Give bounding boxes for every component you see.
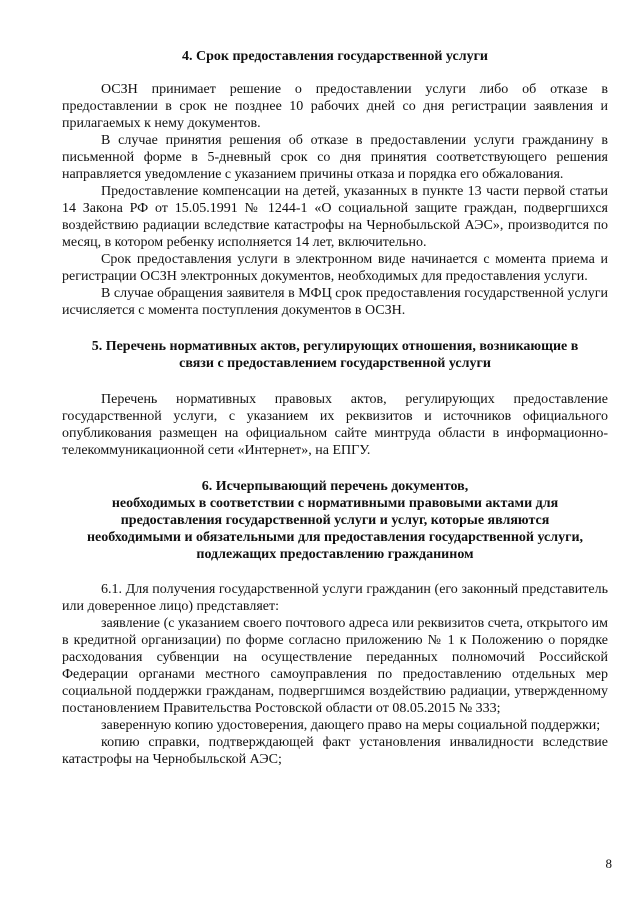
page-number: 8 (605, 856, 612, 871)
section-4-paragraph: В случае обращения заявителя в МФЦ срок предоставления государственной услуги исчисляется с момента поступления документов в ОСЗН. (62, 286, 608, 318)
section-6-heading-line: необходимых в соответствии с нормативными правовыми актами для (111, 496, 559, 511)
section-6-heading-line: предоставления государственной услуги и услуг, которые являются (120, 513, 550, 528)
section-4-heading: 4. Срок предоставления государственной услуги (182, 49, 488, 64)
section-5-heading (62, 338, 608, 372)
section-6-heading-line: 6. Исчерпывающий перечень документов, (201, 479, 469, 494)
section-5-paragraph: Перечень нормативных правовых актов, регулирующих предоставление государственной услуги, с указанием их реквизитов и источников официального опубликования размещен на официальном сайте минтруда области в информационно-телекоммуникационной сети «Интернет», на ЕПГУ. (62, 392, 608, 458)
section-6-heading (62, 478, 608, 563)
document-body (62, 48, 608, 768)
section-6-heading-line: подлежащих предоставлению гражданином (196, 547, 474, 562)
section-4-paragraph: Предоставление компенсации на детей, указанных в пункте 13 части первой статьи 14 Закона РФ от 15.05.1991 № 1244-1 «О социальной защите граждан, подвергшихся воздействию радиации вследствие катастрофы на Чернобыльской АЭС», производится по месяц, в котором ребенку исполняется 14 лет, включительно. (62, 184, 608, 250)
section-5-heading-line: связи с предоставлением государственной услуги (179, 356, 491, 371)
section-4-paragraph: ОСЗН принимает решение о предоставлении услуги либо об отказе в предоставлении в срок не позднее 10 рабочих дней со дня регистрации заявления и прилагаемых к нему документов. (62, 82, 608, 131)
section-6-paragraph: заявление (с указанием своего почтового адреса или реквизитов счета, открытого им в кредитной организации) по форме согласно приложению № 1 к Положению о порядке расходования субвенции на осуществление переданных полномочий Российской Федерации органами местного самоуправления по предоставлению отдельных мер социальной поддержки гражданам, подвергшимся воздействию радиации, утвержденному постановлением Правительства Ростовской области от 08.05.2015 № 333; (62, 616, 608, 716)
section-5-heading-line: 5. Перечень нормативных актов, регулирующих отношения, возникающие в (91, 339, 579, 354)
section-6-paragraph: заверенную копию удостоверения, дающего право на меры социальной поддержки; (101, 718, 601, 733)
section-6-paragraph: 6.1. Для получения государственной услуги гражданин (его законный представитель или доверенное лицо) представляет: (62, 582, 608, 614)
section-4-paragraph: В случае принятия решения об отказе в предоставлении услуги гражданину в письменной форме в 5-дневный срок со дня принятия соответствующего решения направляется уведомление с указанием причины отказа и порядка его обжалования. (62, 133, 608, 182)
section-6-paragraph: копию справки, подтверждающей факт установления инвалидности вследствие катастрофы на Чернобыльской АЭС; (62, 735, 608, 767)
section-4-paragraph: Срок предоставления услуги в электронном виде начинается с момента приема и регистрации ОСЗН электронных документов, необходимых для предоставления услуги. (62, 252, 608, 284)
section-6-heading-line: необходимыми и обязательными для предоставления государственной услуги, (86, 530, 584, 545)
